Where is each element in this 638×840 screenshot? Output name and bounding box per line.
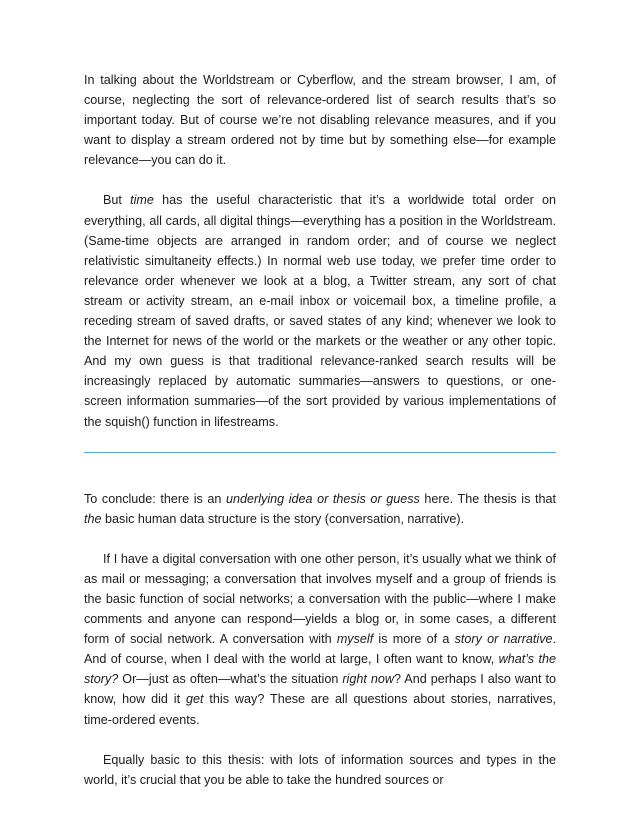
paragraph-4-emphasis-whats-the-story: what’s the story? (84, 652, 556, 687)
paragraph-4-emphasis-get: get (186, 692, 204, 707)
paragraph-1 (84, 70, 556, 170)
paragraph-4-t4: Or—just as often—what’s the situation (118, 672, 343, 687)
paragraph-4-t2: is more of a (373, 632, 455, 647)
paragraph-3 (84, 489, 556, 529)
paragraph-4-emphasis-right-now: right now (342, 672, 394, 687)
paragraph-3-emphasis-thesis: underlying idea or thesis or guess (226, 491, 420, 506)
paragraph-3-t2: here. The thesis is that (419, 491, 556, 506)
paragraph-3-emphasis-the: the (84, 511, 102, 526)
document-page (84, 70, 556, 790)
paragraph-4-emphasis-story: story or narrative (454, 632, 553, 647)
paragraph-5 (84, 750, 556, 790)
section-conclusion (84, 489, 556, 790)
paragraph-2 (84, 190, 556, 431)
paragraph-3-t3: basic human data structure is the story (conversation, narrative). (101, 511, 465, 526)
section-divider (84, 452, 556, 453)
paragraph-2-rest: has the useful characteristic that it’s a worldwide total order on everything, all cards, all digital things—everything has a position in the Worldstream. (Same-time objects are arranged in random order; and of course we neglect relativistic simultaneity effects.) In normal web use today, we prefer time order to relevance order whenever we look at a blog, a Twitter stream, any sort of chat stream or activity stream, an e-mail inbox or voicemail box, a timeline profile, a receding stream of saved drafts, or saved states of any kind; whenever we look to the Internet for news of the world or the markets or the weather or any other topic. And my own guess is that traditional relevance-ranked search results will be increasingly replaced by automatic summaries—answers to questions, or one-screen information summaries—of the sort provided by various implementations of the squish() function in lifestreams. (84, 193, 556, 429)
paragraph-4-t6: this way? These are all questions about stories, narratives, time-ordered events. (84, 692, 557, 727)
paragraph-2-emphasis-time: time (130, 193, 154, 208)
paragraph-4-t5: ? And perhaps I also want to know, how did it (84, 672, 556, 707)
paragraph-4-t3: . And of course, when I deal with the world at large, I often want to know, (84, 632, 556, 667)
paragraph-4-emphasis-myself: myself (336, 632, 374, 647)
paragraph-4 (84, 549, 556, 730)
paragraph-3-t1: To conclude: there is an (84, 491, 227, 506)
paragraph-2-lead: But (103, 193, 131, 208)
paragraph-1-text: In talking about the Worldstream or Cyberflow, and the stream browser, I am, of course, neglecting the sort of relevance-ordered list of search results that’s so important today. But of course we’re not disabling relevance measures, and if you want to display a stream ordered not by time but by something else—for example relevance—you can do it. (84, 73, 556, 168)
paragraph-4-t1: If I have a digital conversation with one other person, it’s usually what we think of as mail or messaging; a conversation that involves myself and a group of friends is the basic function of social networks; a conversation with the public—where I make comments and anyone can respond—yields a blog or, in some cases, a different form of social network. A conversation with (84, 551, 556, 647)
paragraph-5-text: Equally basic to this thesis: with lots of information sources and types in the world, it’s crucial that you be able to take the hundred sources or (84, 752, 556, 787)
